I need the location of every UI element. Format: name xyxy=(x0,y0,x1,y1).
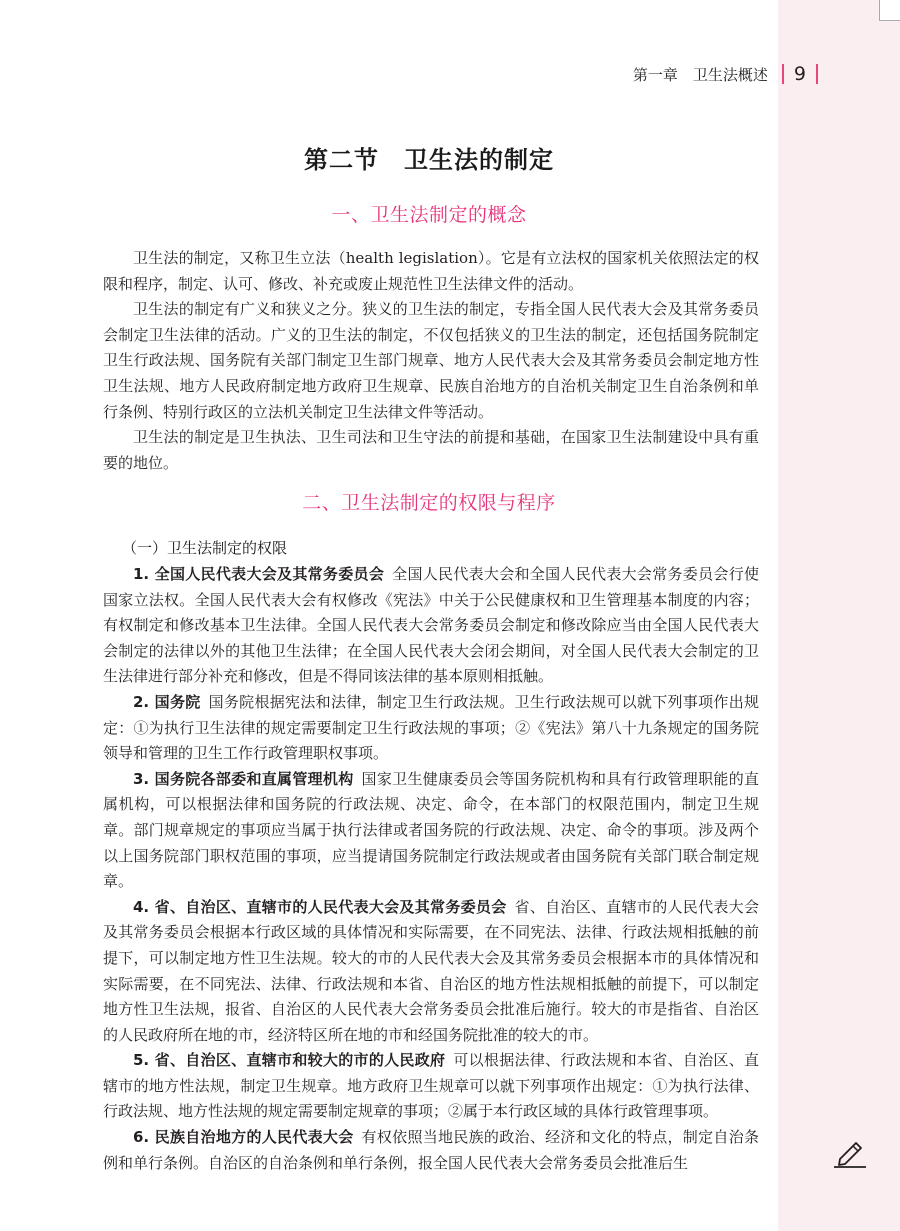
item-label: 3. 国务院各部委和直属管理机构 xyxy=(133,769,354,788)
paragraph: 卫生法的制定，又称卫生立法（health legislation）。它是有立法权的国家机关依照法定的权限和程序，制定、认可、修改、补充或废止规范性卫生法律文件的活动。 xyxy=(103,249,759,293)
running-header xyxy=(633,63,818,85)
item-label: 6. 民族自治地方的人民代表大会 xyxy=(133,1128,354,1147)
item-text: 可以根据法律、行政法规和本省、自治区、直辖市的地方性法规，制定卫生规章。地方政府卫生规章可以就下列事项作出规定：①为执行法律、行政法规、地方性法规的规定需要制定规章的事项；②属于本行政区域的具体行政管理事项。 xyxy=(103,1051,759,1121)
item-text: 省、自治区、直辖市的人民代表大会及其常务委员会根据本行政区域的具体情况和实际需要，在不同宪法、法律、行政法规相抵触的前提下，可以制定地方性卫生法规。较大的市的人民代表大会及其常务委员会根据本市的具体情况和实际需要，在不同宪法、法律、行政法规和本省、自治区的地方性法规相抵触的前提下，可以制定地方性卫生法规，报省、自治区的人民代表大会常务委员会批准后施行。较大的市是指省、自治区的人民政府所在地的市，经济特区所在地的市和经国务院批准的较大的市。 xyxy=(103,897,759,1044)
item-text: 全国人民代表大会和全国人民代表大会常务委员会行使国家立法权。全国人民代表大会有权修改《宪法》中关于公民健康权和卫生管理基本制度的内容；有权制定和修改基本卫生法律。全国人民代表大会常务委员会制定和修改除应当由全国人民代表大会制定的法律以外的其他卫生法律；在全国人民代表大会闭会期间，对全国人民代表大会制定的卫生法律进行部分补充和修改，但是不得同该法律的基本原则相抵触。 xyxy=(103,565,759,686)
list-item xyxy=(103,1048,759,1125)
page-number: 9 xyxy=(793,63,806,85)
chapter-title: 第一章 卫生法概述 xyxy=(632,65,768,84)
item-text: 国务院根据宪法和法律，制定卫生行政法规。卫生行政法规可以就下列事项作出规定：①为执行卫生法律的规定需要制定卫生行政法规的事项；②《宪法》第八十九条规定的国务院领导和管理的卫生工作行政管理职权事项。 xyxy=(103,692,759,763)
concept-body xyxy=(103,246,759,476)
section-title: 第二节 卫生法的制定 xyxy=(304,146,554,174)
subheading-authority: （一）卫生法制定的权限 xyxy=(122,539,288,557)
heading-authority: 二、卫生法制定的权限与程序 xyxy=(302,492,556,514)
list-item xyxy=(103,895,759,1049)
list-item xyxy=(103,767,759,895)
item-text: 有权依照当地民族的政治、经济和文化的特点，制定自治条例和单行条例。自治区的自治条例和单行条例，报全国人民代表大会常务委员会批准后生 xyxy=(103,1128,760,1172)
paragraph: 卫生法的制定有广义和狭义之分。狭义的卫生法的制定，专指全国人民代表大会及其常务委员会制定卫生法律的活动。广义的卫生法的制定，不仅包括狭义的卫生法的制定，还包括国务院制定卫生行政法规、国务院有关部门制定卫生部门规章、地方人民代表大会及其常务委员会制定地方性卫生法规、地方人民政府制定地方政府卫生规章、民族自治地方的自治机关制定卫生自治条例和单行条例、特别行政区的立法机关制定卫生法律文件等活动。 xyxy=(103,300,759,421)
item-label: 4. 省、自治区、直辖市的人民代表大会及其常务委员会 xyxy=(133,897,507,916)
crop-mark xyxy=(879,0,900,21)
authority-body xyxy=(103,562,759,1176)
heading-concept: 一、卫生法制定的概念 xyxy=(331,204,527,226)
header-divider xyxy=(782,64,784,84)
item-text: 国家卫生健康委员会等国务院机构和具有行政管理职能的直属机构，可以根据法律和国务院的行政法规、决定、命令，在本部门的权限范围内，制定卫生规章。部门规章规定的事项应当属于执行法律或者国务院的行政法规、决定、命令的事项。涉及两个以上国务院部门职权范围的事项，应当提请国务院制定行政法规或者由国务院有关部门联合制定规章。 xyxy=(103,769,760,891)
paragraph: 卫生法的制定是卫生执法、卫生司法和卫生守法的前提和基础，在国家卫生法制建设中具有重要的地位。 xyxy=(103,428,759,472)
list-item xyxy=(103,1125,759,1176)
pen-icon xyxy=(832,1137,868,1169)
item-label: 2. 国务院 xyxy=(133,692,201,711)
list-item xyxy=(103,690,759,767)
item-label: 1. 全国人民代表大会及其常务委员会 xyxy=(133,565,385,583)
list-item xyxy=(103,562,759,690)
item-label: 5. 省、自治区、直辖市和较大的市的人民政府 xyxy=(133,1051,446,1070)
margin-strip xyxy=(770,0,900,1231)
header-divider xyxy=(816,64,818,84)
